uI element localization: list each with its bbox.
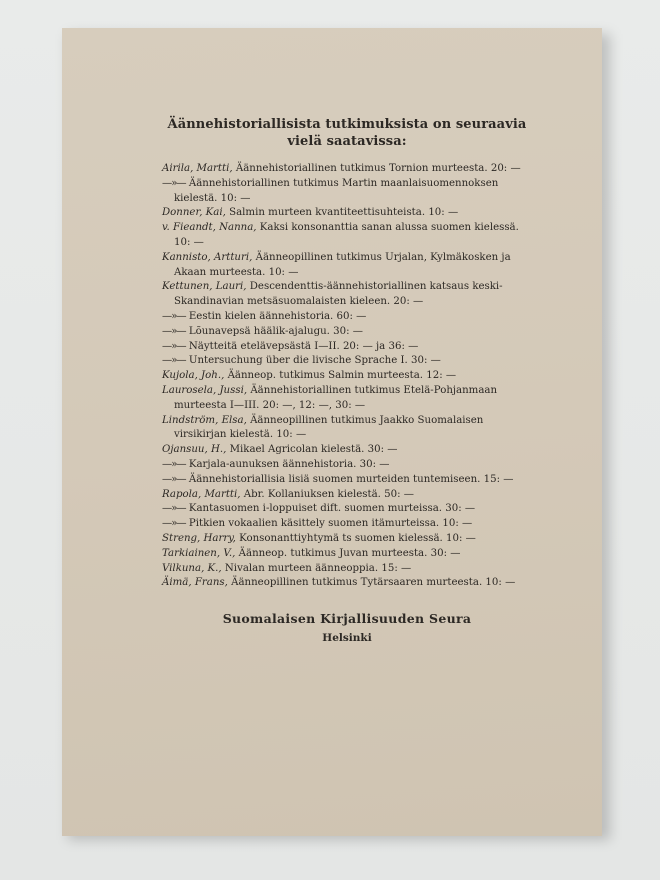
entry-author: Lindström, Elsa, (162, 414, 247, 426)
ditto-dash: —»— (162, 473, 186, 485)
entry-title: Abr. Kollaniuksen kielestä. 50: — (243, 488, 414, 500)
entry-title: Äännehistoriallisia lisiä suomen murteiden tuntemiseen. 15: — (188, 473, 514, 485)
list-item (162, 562, 532, 577)
list-item (162, 488, 532, 503)
list-item (162, 177, 532, 207)
publisher-city: Helsinki (322, 632, 372, 645)
heading-line-2: vielä saatavissa: (287, 134, 407, 149)
entry-author: v. Fieandt, Nanna, (162, 222, 257, 234)
ditto-dash: —»— (162, 340, 186, 352)
list-item (162, 354, 532, 369)
publication-list (162, 116, 532, 644)
ditto-dash: —»— (162, 518, 186, 530)
book-back-cover (62, 28, 602, 836)
list-item (162, 414, 532, 444)
list-item (162, 547, 532, 562)
list-heading (162, 116, 532, 150)
entry-title: Karjala-aunuksen äännehistoria. 30: — (188, 458, 390, 470)
entry-author: Airila, Martti, (162, 163, 233, 174)
entry-author: Rapola, Martti, (162, 488, 241, 500)
list-item (162, 221, 532, 251)
entries-list (162, 162, 532, 591)
heading-line-1: Äännehistoriallisista tutkimuksista on seuraavia (167, 117, 527, 132)
entry-title: Äänneopillinen tutkimus Urjalan, Kylmäkosken ja Akaan murteesta. 10: — (174, 251, 511, 278)
list-item (162, 310, 532, 325)
list-item (162, 251, 532, 281)
entry-author: Ojansuu, H., (162, 444, 227, 456)
entry-title: Äänneopillinen tutkimus Tytärsaaren murteesta. 10: — (231, 577, 516, 589)
entry-title: Kantasuomen i-loppuiset dift. suomen murteissa. 30: — (188, 503, 476, 515)
ditto-dash: —»— (162, 310, 186, 322)
entry-title: Pitkien vokaalien käsittely suomen itämurteissa. 10: — (188, 518, 473, 530)
entry-author: Äimä, Frans, (162, 577, 228, 589)
entry-title: Lõunavepsä häälik-ajalugu. 30: — (188, 325, 363, 337)
entry-title: Salmin murteen kvantiteettisuhteista. 10: — (229, 207, 459, 219)
list-item (162, 384, 532, 414)
entry-title: Eestin kielen äännehistoria. 60: — (188, 310, 367, 322)
entry-title: Nivalan murteen äänneoppia. 15: — (224, 562, 412, 574)
entry-author: Kannisto, Artturi, (162, 251, 253, 263)
list-item (162, 443, 532, 458)
list-item (162, 280, 532, 310)
entry-title: Untersuchung über die livische Sprache I. 30: — (188, 355, 441, 367)
list-item (162, 458, 532, 473)
entry-title: Mikael Agricolan kielestä. 30: — (229, 444, 398, 456)
ditto-dash: —»— (162, 325, 186, 337)
entry-title: Äännehistoriallinen tutkimus Tornion murteesta. 20: — (235, 163, 521, 174)
entry-title: Äänneop. tutkimus Salmin murteesta. 12: — (227, 370, 457, 382)
list-item (162, 206, 532, 221)
list-item (162, 162, 532, 177)
entry-title: Näytteitä etelävepsästä I—II. 20: — ja 36: — (188, 340, 419, 352)
ditto-dash: —»— (162, 177, 186, 189)
entry-author: Laurosela, Jussi, (162, 384, 248, 396)
entry-author: Kettunen, Lauri, (162, 281, 247, 293)
entry-author: Tarkiainen, V., (162, 547, 236, 559)
publisher-name: Suomalaisen Kirjallisuuden Seura (222, 611, 472, 627)
list-item (162, 340, 532, 355)
entry-title: Äänneopillinen tutkimus Jaakko Suomalaisen virsikirjan kielestä. 10: — (174, 414, 484, 441)
list-item (162, 517, 532, 532)
entry-title: Descendenttis-äännehistoriallinen katsaus keski-Skandinavian metsäsuomalaisten kieleen. 20: — (174, 281, 503, 308)
list-item (162, 473, 532, 488)
ditto-dash: —»— (162, 458, 186, 470)
entry-title: Konsonanttiyhtymä ts suomen kielessä. 10: — (239, 532, 476, 544)
ditto-dash: —»— (162, 355, 186, 367)
list-item (162, 576, 532, 591)
entry-title: Äänneop. tutkimus Juvan murteesta. 30: — (238, 547, 461, 559)
list-item (162, 325, 532, 340)
entry-author: Donner, Kai, (162, 207, 226, 219)
entry-author: Vilkuna, K., (162, 562, 222, 574)
entry-title: Äännehistoriallinen tutkimus Etelä-Pohjanmaan murteesta I—III. 20: —, 12: —, 30: — (174, 384, 498, 411)
list-item (162, 532, 532, 547)
entry-author: Streng, Harry, (162, 532, 236, 544)
entry-author: Kujola, Joh., (162, 370, 225, 382)
entry-title: Äännehistoriallinen tutkimus Martin maanlaisuomennoksen kielestä. 10: — (174, 177, 499, 204)
list-item (162, 502, 532, 517)
entry-title: Kaksi konsonanttia sanan alussa suomen kielessä. 10: — (174, 222, 519, 248)
list-item (162, 369, 532, 384)
ditto-dash: —»— (162, 503, 186, 515)
